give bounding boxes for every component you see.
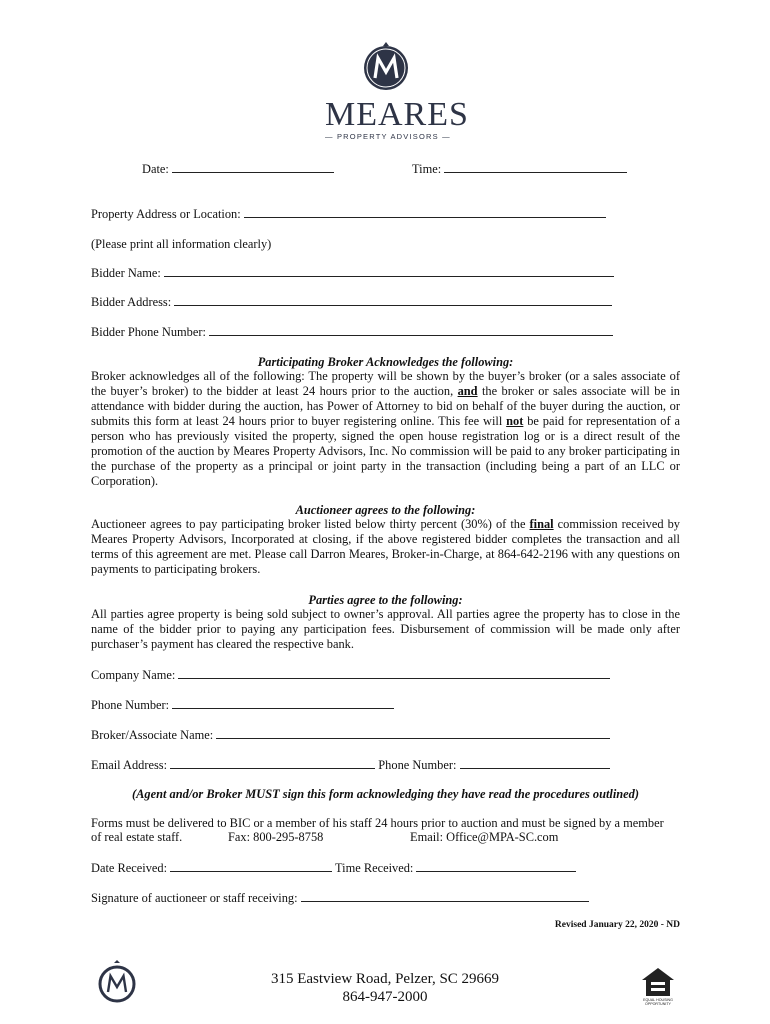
phone2-line[interactable]: [460, 758, 610, 769]
bidder-phone-field[interactable]: [91, 325, 613, 340]
company-phone-label: Phone Number:: [91, 698, 170, 712]
delivery-line-2: of real estate staff.: [91, 830, 183, 844]
bidder-address-line[interactable]: [174, 295, 612, 306]
associate-name-line[interactable]: [216, 728, 610, 739]
meares-logo: [325, 42, 469, 142]
associate-name-label: Broker/Associate Name:: [91, 728, 214, 742]
footer-monogram-icon: [97, 960, 137, 1006]
parties-paragraph: All parties agree property is being sold subject to owner’s approval. All parties agree the property has to close in the name of the bidder prior to paying any participation fees. Disbursement of commission will be made only after purchaser’s payment has cleared the respective bank.: [91, 607, 680, 651]
brand-name: MEARES: [325, 96, 469, 133]
bidder-name-line[interactable]: [164, 266, 614, 277]
email-field[interactable]: [91, 758, 610, 773]
bidder-address-field[interactable]: [91, 295, 612, 310]
auctioneer-paragraph: Auctioneer agrees to pay participating broker listed below thirty percent (30%) of the final commission received by Meares Property Advisors, Incorporated at closing, if the above registered bidder completes the transaction and all terms of this agreement are met. Please call Darron Meares, Broker-in-Charge, at 864-642-2196 with any questions on payments to participating brokers.: [91, 517, 680, 576]
date-received-line[interactable]: [170, 861, 332, 872]
company-phone-field[interactable]: [91, 698, 394, 713]
fax-number: Fax: 800-295-8758: [228, 830, 324, 844]
email-label: Email Address:: [91, 758, 168, 772]
company-name-label: Company Name:: [91, 668, 176, 682]
final-emphasis: final: [529, 517, 554, 531]
bidder-phone-line[interactable]: [209, 325, 613, 336]
company-name-line[interactable]: [178, 668, 610, 679]
office-email: Email: Office@MPA-SC.com: [410, 830, 559, 844]
property-address-line[interactable]: [244, 207, 606, 218]
time-field[interactable]: [412, 162, 627, 177]
date-received-label: Date Received:: [91, 861, 168, 875]
property-address-label: Property Address or Location:: [91, 207, 241, 221]
date-field[interactable]: [142, 162, 334, 177]
associate-name-field[interactable]: [91, 728, 610, 743]
company-name-field[interactable]: [91, 668, 610, 683]
signature-field[interactable]: [91, 891, 589, 906]
bidder-address-label: Bidder Address:: [91, 295, 172, 309]
brand-subtitle: — PROPERTY ADVISORS —: [325, 132, 451, 141]
time-received-line[interactable]: [416, 861, 576, 872]
bidder-phone-label: Bidder Phone Number:: [91, 325, 206, 339]
email-line[interactable]: [170, 758, 375, 769]
bidder-name-label: Bidder Name:: [91, 266, 161, 280]
broker-paragraph: Broker acknowledges all of the following: The property will be shown by the buyer’s broker (or a sales associate of the buyer’s broker) to the bidder at least 24 hours prior to the auction, and the broker or sales associate will be in attendance with bidder during the auction, has Power of Attorney to bid on behalf of the buyer during the auction, or submits this form at least 24 hours prior to buyer registering online. This fee will not be paid for representation of a person who has previously visited the property, signed the open house registration log or is a direct result of the promotion of the auction by Meares Property Advisors, Inc. No commission will be paid to any broker participating in the purchase of the property as a principal or joint party in the transaction (including being a part of an LLC or Corporation).: [91, 369, 680, 488]
equal-housing-text: EQUAL HOUSING OPPORTUNITY: [643, 998, 673, 1006]
signature-label: Signature of auctioneer or staff receiving:: [91, 891, 298, 905]
footer-address-block: [230, 970, 540, 1006]
parties-heading: Parties agree to the following:: [308, 593, 463, 607]
print-note: (Please print all information clearly): [91, 237, 272, 251]
monogram-m-icon: [361, 42, 411, 96]
property-address-field[interactable]: [91, 207, 606, 222]
and-emphasis: and: [457, 384, 478, 398]
bidder-name-field[interactable]: [91, 266, 614, 281]
time-line[interactable]: [444, 162, 627, 173]
time-received-label: Time Received:: [335, 861, 414, 875]
footer-address: 315 Eastview Road, Pelzer, SC 29669: [270, 971, 500, 987]
company-phone-line[interactable]: [172, 698, 394, 709]
signature-line[interactable]: [301, 891, 589, 902]
date-line[interactable]: [172, 162, 334, 173]
date-received-field[interactable]: [91, 861, 576, 876]
broker-heading: Participating Broker Acknowledges the following:: [257, 355, 514, 369]
phone2-label: Phone Number:: [378, 758, 457, 772]
not-emphasis: not: [506, 414, 524, 428]
date-label: Date:: [142, 162, 169, 176]
footer-phone: 864-947-2000: [342, 989, 428, 1005]
delivery-line-1: Forms must be delivered to BIC or a member of his staff 24 hours prior to auction and must be signed by a member: [91, 816, 664, 830]
revision-note: Revised January 22, 2020 - ND: [554, 920, 680, 930]
time-label: Time:: [412, 162, 442, 176]
auctioneer-heading: Auctioneer agrees to the following:: [295, 503, 476, 517]
sign-notice: (Agent and/or Broker MUST sign this form acknowledging they have read the procedures outlined): [131, 787, 640, 801]
